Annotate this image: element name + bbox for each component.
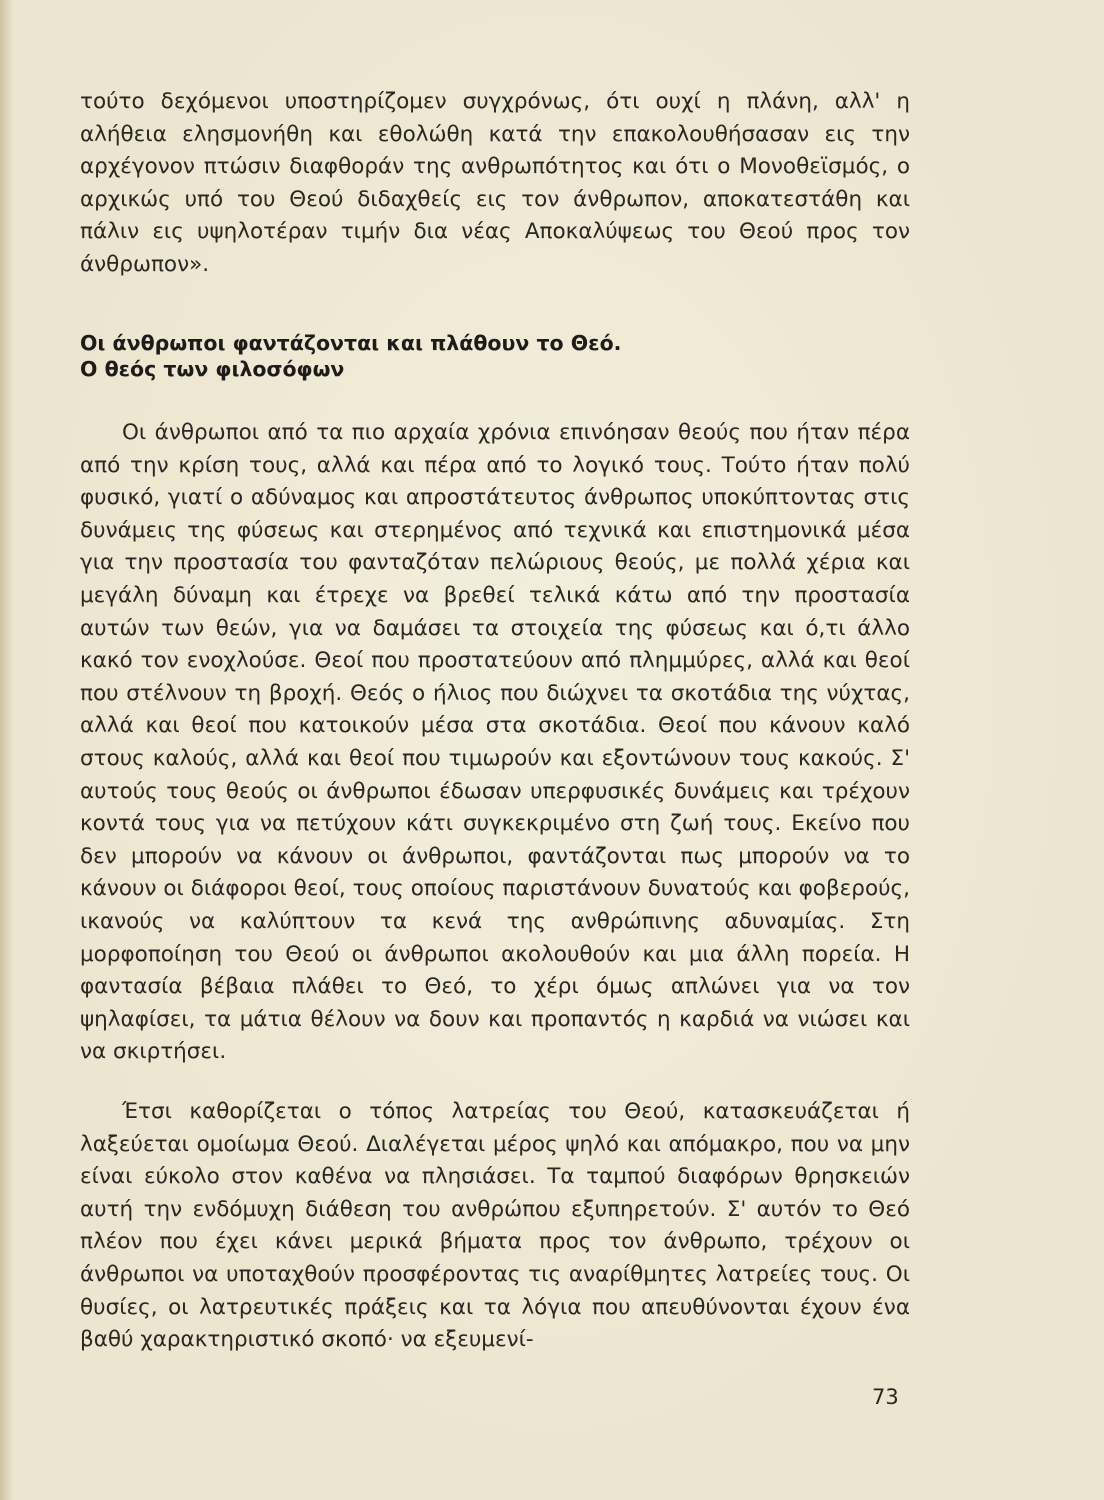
section-heading-line-1: Οι άνθρωποι φαντάζονται και πλάθουν το Θεό. (80, 331, 622, 355)
quote-paragraph: τούτο δεχόμενοι υποστηρίζομεν συγχρόνως, ότι ουχί η πλάνη, αλλ' η αλήθεια ελησμονήθη και εθολώθη κατά την επακολουθήσασαν εις την αρχέγονον πτώσιν διαφθοράν της ανθρωπότητος και ότι ο Μονοθεϊσμός, ο αρχικώς υπό του Θεού διδαχθείς εις τον άνθρωπον, αποκατεστάθη και πάλιν εις υψηλοτέραν τιμήν δια νέας Αποκαλύψεως του Θεού προς τον άνθρωπον». (80, 89, 910, 277)
body-paragraph-2: Έτσι καθορίζεται ο τόπος λατρείας του Θεού, κατασκευάζεται ή λαξεύεται ομοίωμα Θεού. Διαλέγεται μέρος ψηλό και απόμακρο, που να μην είναι εύκολο στον καθένα να πλησιάσει. Τα ταμπού διαφόρων θρησκειών αυτή την ενδόμυχη διάθεση του ανθρώπου εξυπηρετούν. Σ' αυτόν το Θεό πλέον που έχει κάνει μερικά βήματα προς τον άνθρωπο, τρέχουν οι άνθρωποι να υποταχθούν προσφέροντας τις αναρίθμητες λατρείες τους. Οι θυσίες, οι λατρευτικές πράξεις και τα λόγια που απευθύνονται έχουν ένα βαθύ χαρακτηριστικό σκοπό· να εξευμενί- (80, 1099, 910, 1353)
page-edge-shadow (0, 0, 14, 1500)
section-heading-line-2: Ο θεός των φιλοσόφων (80, 357, 345, 381)
page-number: 73 (872, 1385, 899, 1409)
body-paragraph-1: Οι άνθρωποι από τα πιο αρχαία χρόνια επινόησαν θεούς που ήταν πέρα από την κρίση τους, αλλά και πέρα από το λογικό τους. Τούτο ήταν πολύ φυσικό, γιατί ο αδύναμος και απροστάτευτος άνθρωπος υποκύπτοντας στις δυνάμεις της φύσεως και στερημένος από τεχνικά και επιστημονικά μέσα για την προστασία του φανταζόταν πελώριους θεούς, με πολλά χέρια και μεγάλη δύναμη και έτρεχε να βρεθεί τελικά κάτω από την προστασία αυτών των θεών, για να δαμάσει τα στοιχεία της φύσεως και ό,τι άλλο κακό τον ενοχλούσε. Θεοί που προστατεύουν από πλημμύρες, αλλά και θεοί που στέλνουν τη βροχή. Θεός ο ήλιος που διώχνει τα σκοτάδια της νύχτας, αλλά και θεοί που κατοικούν μέσα στα σκοτάδια. Θεοί που κάνουν καλό στους καλούς, αλλά και θεοί που τιμωρούν και εξοντώνουν τους κακούς. Σ' αυτούς τους θεούς οι άνθρωποι έδωσαν υπερφυσικές δυνάμεις και τρέχουν κοντά τους για να πετύχουν κάτι συγκεκριμένο στη ζωή τους. Εκείνο που δεν μπορούν να κάνουν οι άνθρωποι, φαντάζονται πως μπορούν να το κάνουν οι διάφοροι θεοί, τους οποίους παριστάνουν δυνατούς και φοβερούς, ικανούς να καλύπτουν τα κενά της ανθρώπινης αδυναμίας. Στη μορφοποίηση του Θεού οι άνθρωποι ακολουθούν και μια άλλη πορεία. Η φαντασία βέβαια πλάθει το Θεό, το χέρι όμως απλώνει για να τον ψηλαφίσει, τα μάτια θέλουν να δουν και προπαντός η καρδιά να νιώσει και να σκιρτήσει. (80, 420, 910, 1065)
